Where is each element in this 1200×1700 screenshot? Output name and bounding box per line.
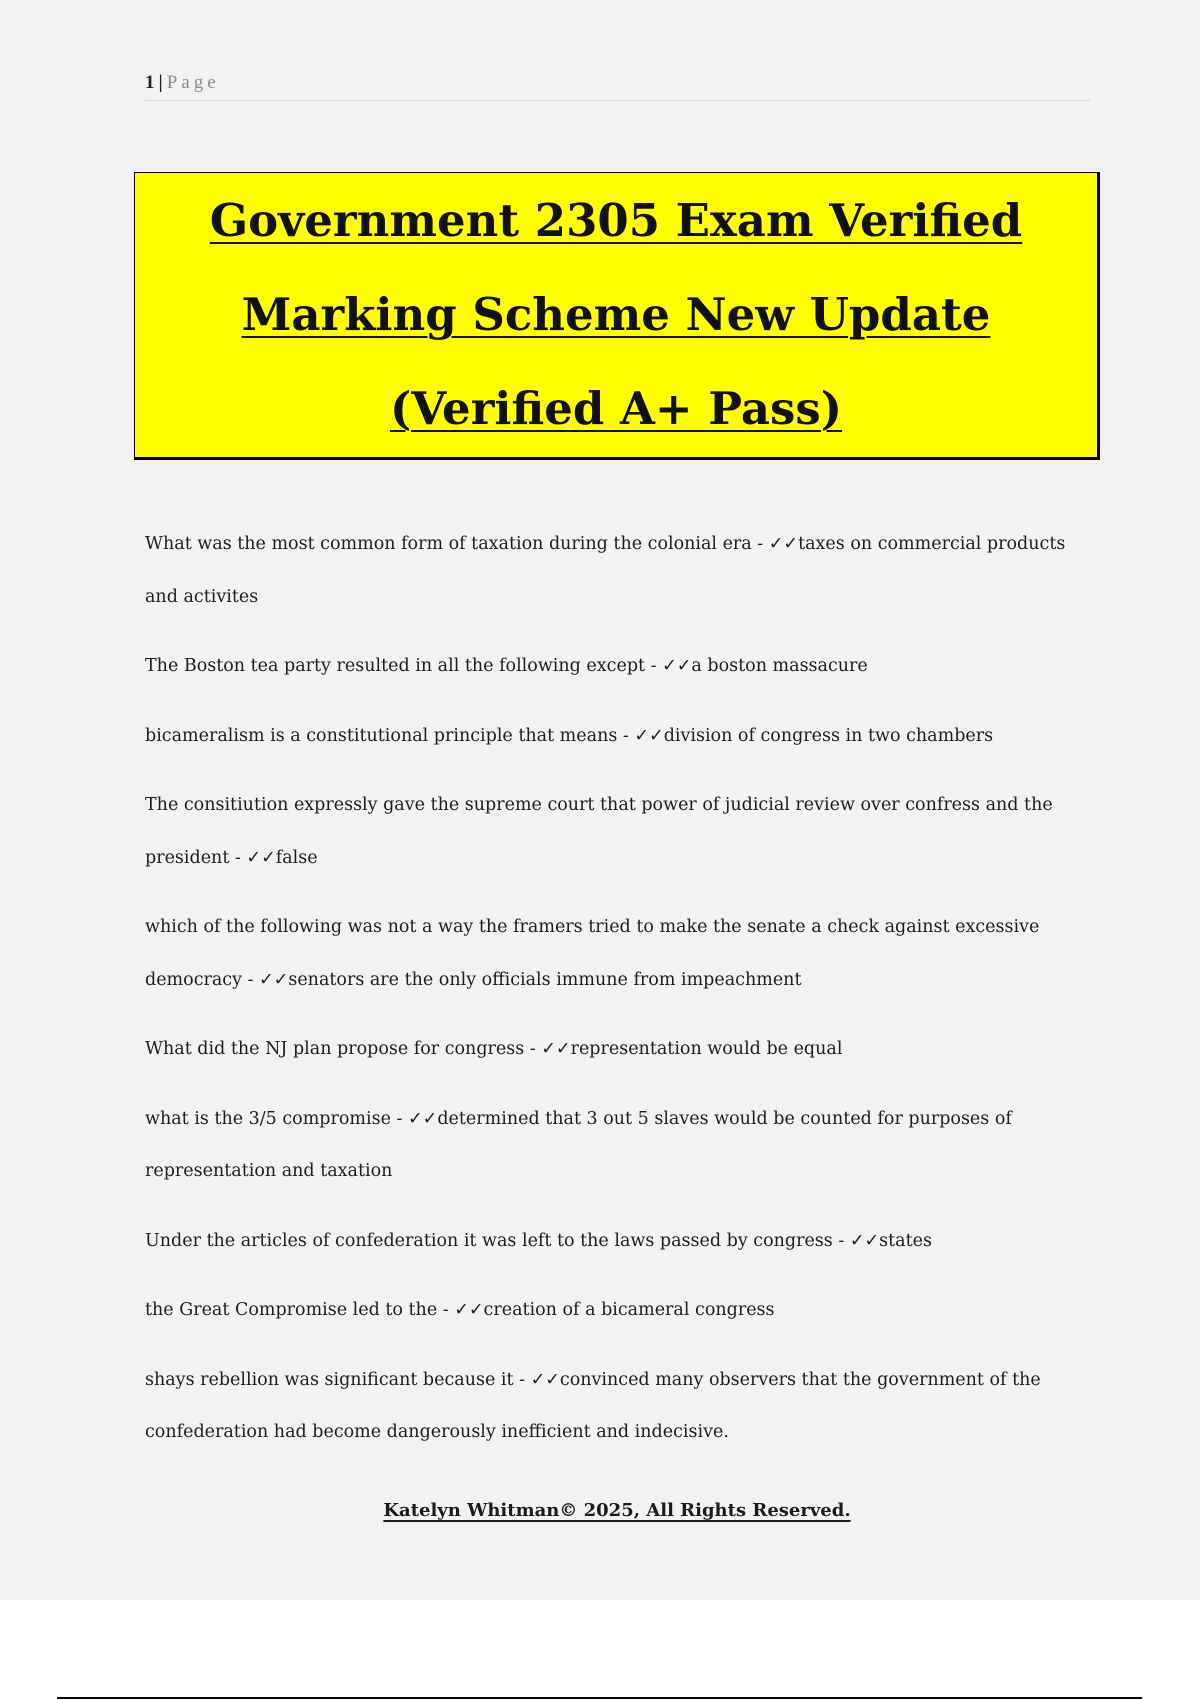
qa-item — [145, 710, 1085, 763]
page-number: 1 — [145, 72, 155, 93]
title-box — [134, 172, 1100, 460]
question-text: which of the following was not a way the framers tried to make the senate a check against excessive democracy - — [145, 917, 1040, 990]
qa-item — [145, 901, 1085, 1006]
question-text: shays rebellion was significant because it - — [145, 1369, 531, 1390]
qa-item — [145, 1215, 1085, 1268]
check-mark-icon: ✓✓ — [541, 1039, 571, 1059]
title-line-text: (Verified A+ Pass) — [389, 382, 843, 435]
question-text: The Boston tea party resulted in all the following except - — [145, 656, 663, 676]
qa-item — [145, 779, 1085, 884]
answer-text: states — [879, 1230, 932, 1251]
page-label: Page — [166, 72, 220, 93]
copyright-footer — [0, 1500, 1200, 1521]
question-text: What did the NJ plan propose for congress - — [145, 1039, 542, 1059]
title-line-text: Government 2305 Exam Verified — [209, 194, 1023, 247]
page-divider — [57, 1697, 1142, 1699]
question-answer-list — [145, 518, 1085, 1476]
check-mark-icon: ✓✓ — [259, 969, 289, 990]
check-mark-icon: ✓✓ — [407, 1108, 438, 1129]
page-header — [145, 72, 1090, 101]
question-text: What was the most common form of taxation during the colonial era - — [145, 534, 769, 554]
qa-item — [145, 518, 1085, 623]
answer-text: false — [275, 847, 318, 868]
answer-text: representation would be equal — [570, 1039, 843, 1059]
question-text: what is the 3/5 compromise - — [145, 1108, 408, 1129]
question-text: bicameralism is a constitutional principle that means - — [145, 725, 635, 746]
answer-text: creation of a bicameral congress — [483, 1300, 775, 1320]
answer-text: determined that 3 out 5 slaves would be counted for purposes of representation and taxation — [145, 1108, 1012, 1181]
check-mark-icon: ✓✓ — [849, 1230, 880, 1251]
check-mark-icon: ✓✓ — [662, 656, 692, 676]
title-line-text: Marking Scheme New Update — [241, 288, 991, 341]
title-line — [135, 362, 1097, 456]
answer-text: division of congress in two chambers — [663, 725, 994, 746]
question-text: The consitiution expressly gave the supreme court that power of judicial review over confress and the president - — [145, 795, 1053, 868]
answer-text: convinced many observers that the government of the confederation had become dangerously inefficient and indecisive. — [145, 1369, 1041, 1442]
check-mark-icon: ✓✓ — [768, 534, 799, 554]
qa-item — [145, 1354, 1085, 1459]
qa-item — [145, 1093, 1085, 1198]
qa-item — [145, 1023, 1085, 1076]
answer-text: taxes on commercial products and activites — [145, 534, 1066, 607]
check-mark-icon: ✓✓ — [454, 1300, 484, 1320]
question-text: Under the articles of confederation it was left to the laws passed by congress - — [145, 1230, 850, 1251]
answer-text: a boston massacure — [691, 656, 868, 676]
title-line — [135, 268, 1097, 362]
qa-item — [145, 640, 1085, 693]
copyright-text: Katelyn Whitman© 2025, All Rights Reserved. — [383, 1500, 851, 1521]
answer-text: senators are the only officials immune from impeachment — [288, 969, 802, 990]
check-mark-icon: ✓✓ — [634, 725, 664, 746]
page-header-separator: | — [158, 72, 163, 93]
check-mark-icon: ✓✓ — [530, 1369, 560, 1390]
qa-item — [145, 1284, 1085, 1337]
title-line — [135, 174, 1097, 268]
check-mark-icon: ✓✓ — [246, 847, 276, 868]
question-text: the Great Compromise led to the - — [145, 1300, 455, 1320]
